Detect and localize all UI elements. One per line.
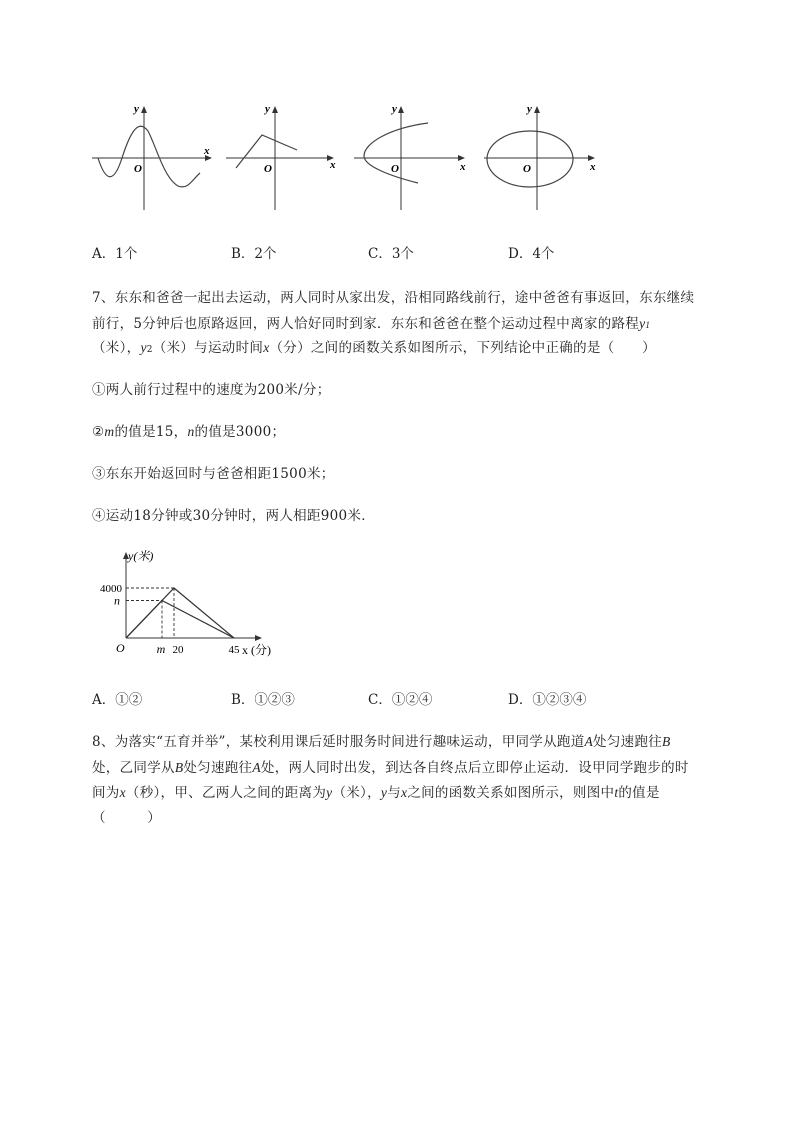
q7-option-a: A．①② <box>92 692 143 708</box>
graph-x-label: x <box>204 145 210 157</box>
q7-statement-4: ④运动18分钟或30分钟时，两人相距900米． <box>92 508 376 524</box>
graph-sine <box>88 98 218 213</box>
graph-y-label: y <box>134 103 139 115</box>
series-y2-line <box>126 601 234 639</box>
x-axis-arrow <box>255 635 262 641</box>
q8-line-4: （ ） <box>92 810 161 826</box>
graph-x-label: x <box>590 161 596 173</box>
graph-parabola <box>350 98 475 213</box>
y-tick-n: n <box>114 593 120 608</box>
graph-y-label: y <box>265 103 270 115</box>
graph-x-label: x <box>330 159 336 171</box>
q6-option-a: A．1个 <box>92 246 138 262</box>
y-tick-4000: 4000 <box>100 583 122 595</box>
x-tick-20: 20 <box>172 644 184 656</box>
q7-statement-3: ③东东开始返回时与爸爸相距1500米； <box>92 466 335 482</box>
graph-origin-label: O <box>264 163 272 175</box>
graph-ellipse <box>480 98 605 213</box>
q7-statement-1: ①两人前行过程中的速度为200米/分； <box>92 382 331 398</box>
q6-option-b: B．2个 <box>231 246 277 262</box>
graph-origin-label: O <box>391 163 399 175</box>
q7-line-2: 前行，5分钟后也原路返回，两人恰好同时到家．东东和爸爸在整个运动过程中离家的路程y1 <box>92 316 651 332</box>
q7-line-3: （米），y2（米）与运动时间x（分）之间的函数关系如图所示，下列结论中正确的是（ ） <box>92 340 656 356</box>
graph-y-label: y <box>392 103 397 115</box>
series-y1-line <box>126 588 234 638</box>
graph-x-label: x <box>460 161 466 173</box>
origin-label: O <box>116 641 125 655</box>
q7-option-d: D．①②③④ <box>508 692 587 708</box>
q8-line-3: 间为x（秒），甲、乙两人之间的距离为y（米），y与x之间的函数关系如图所示，则图中t的值是 <box>92 785 660 801</box>
q8-line-2: 处，乙同学从B处匀速跑往A处，两人同时出发，到达各自终点后立即停止运动．设甲同学跑步的时 <box>92 760 689 776</box>
graph-origin-label: O <box>523 163 531 175</box>
x-tick-45: 45 <box>228 644 240 656</box>
graph-origin-label: O <box>134 163 142 175</box>
distance-time-chart <box>86 546 286 661</box>
graph-y-label: y <box>527 103 532 115</box>
q7-line-1: 7、东东和爸爸一起出去运动，两人同时从家出发，沿相同路线前行，途中爸爸有事返回，东东继续 <box>92 290 695 306</box>
q7-option-c: C．①②④ <box>368 692 433 708</box>
q7-statement-2: ②m的值是15，n的值是3000； <box>92 424 286 440</box>
q6-option-d: D．4个 <box>508 246 555 262</box>
y-axis-label: y(米) <box>128 549 154 563</box>
x-axis-label: x (分) <box>242 643 271 657</box>
q7-option-b: B．①②③ <box>231 692 295 708</box>
q6-option-c: C．3个 <box>368 246 414 262</box>
graph-broken-line <box>222 98 347 213</box>
q8-line-1: 8、为落实“五育并举”，某校利用课后延时服务时间进行趣味运动，甲同学从跑道A处匀速跑往B <box>92 734 671 750</box>
x-tick-m: m <box>156 642 166 656</box>
